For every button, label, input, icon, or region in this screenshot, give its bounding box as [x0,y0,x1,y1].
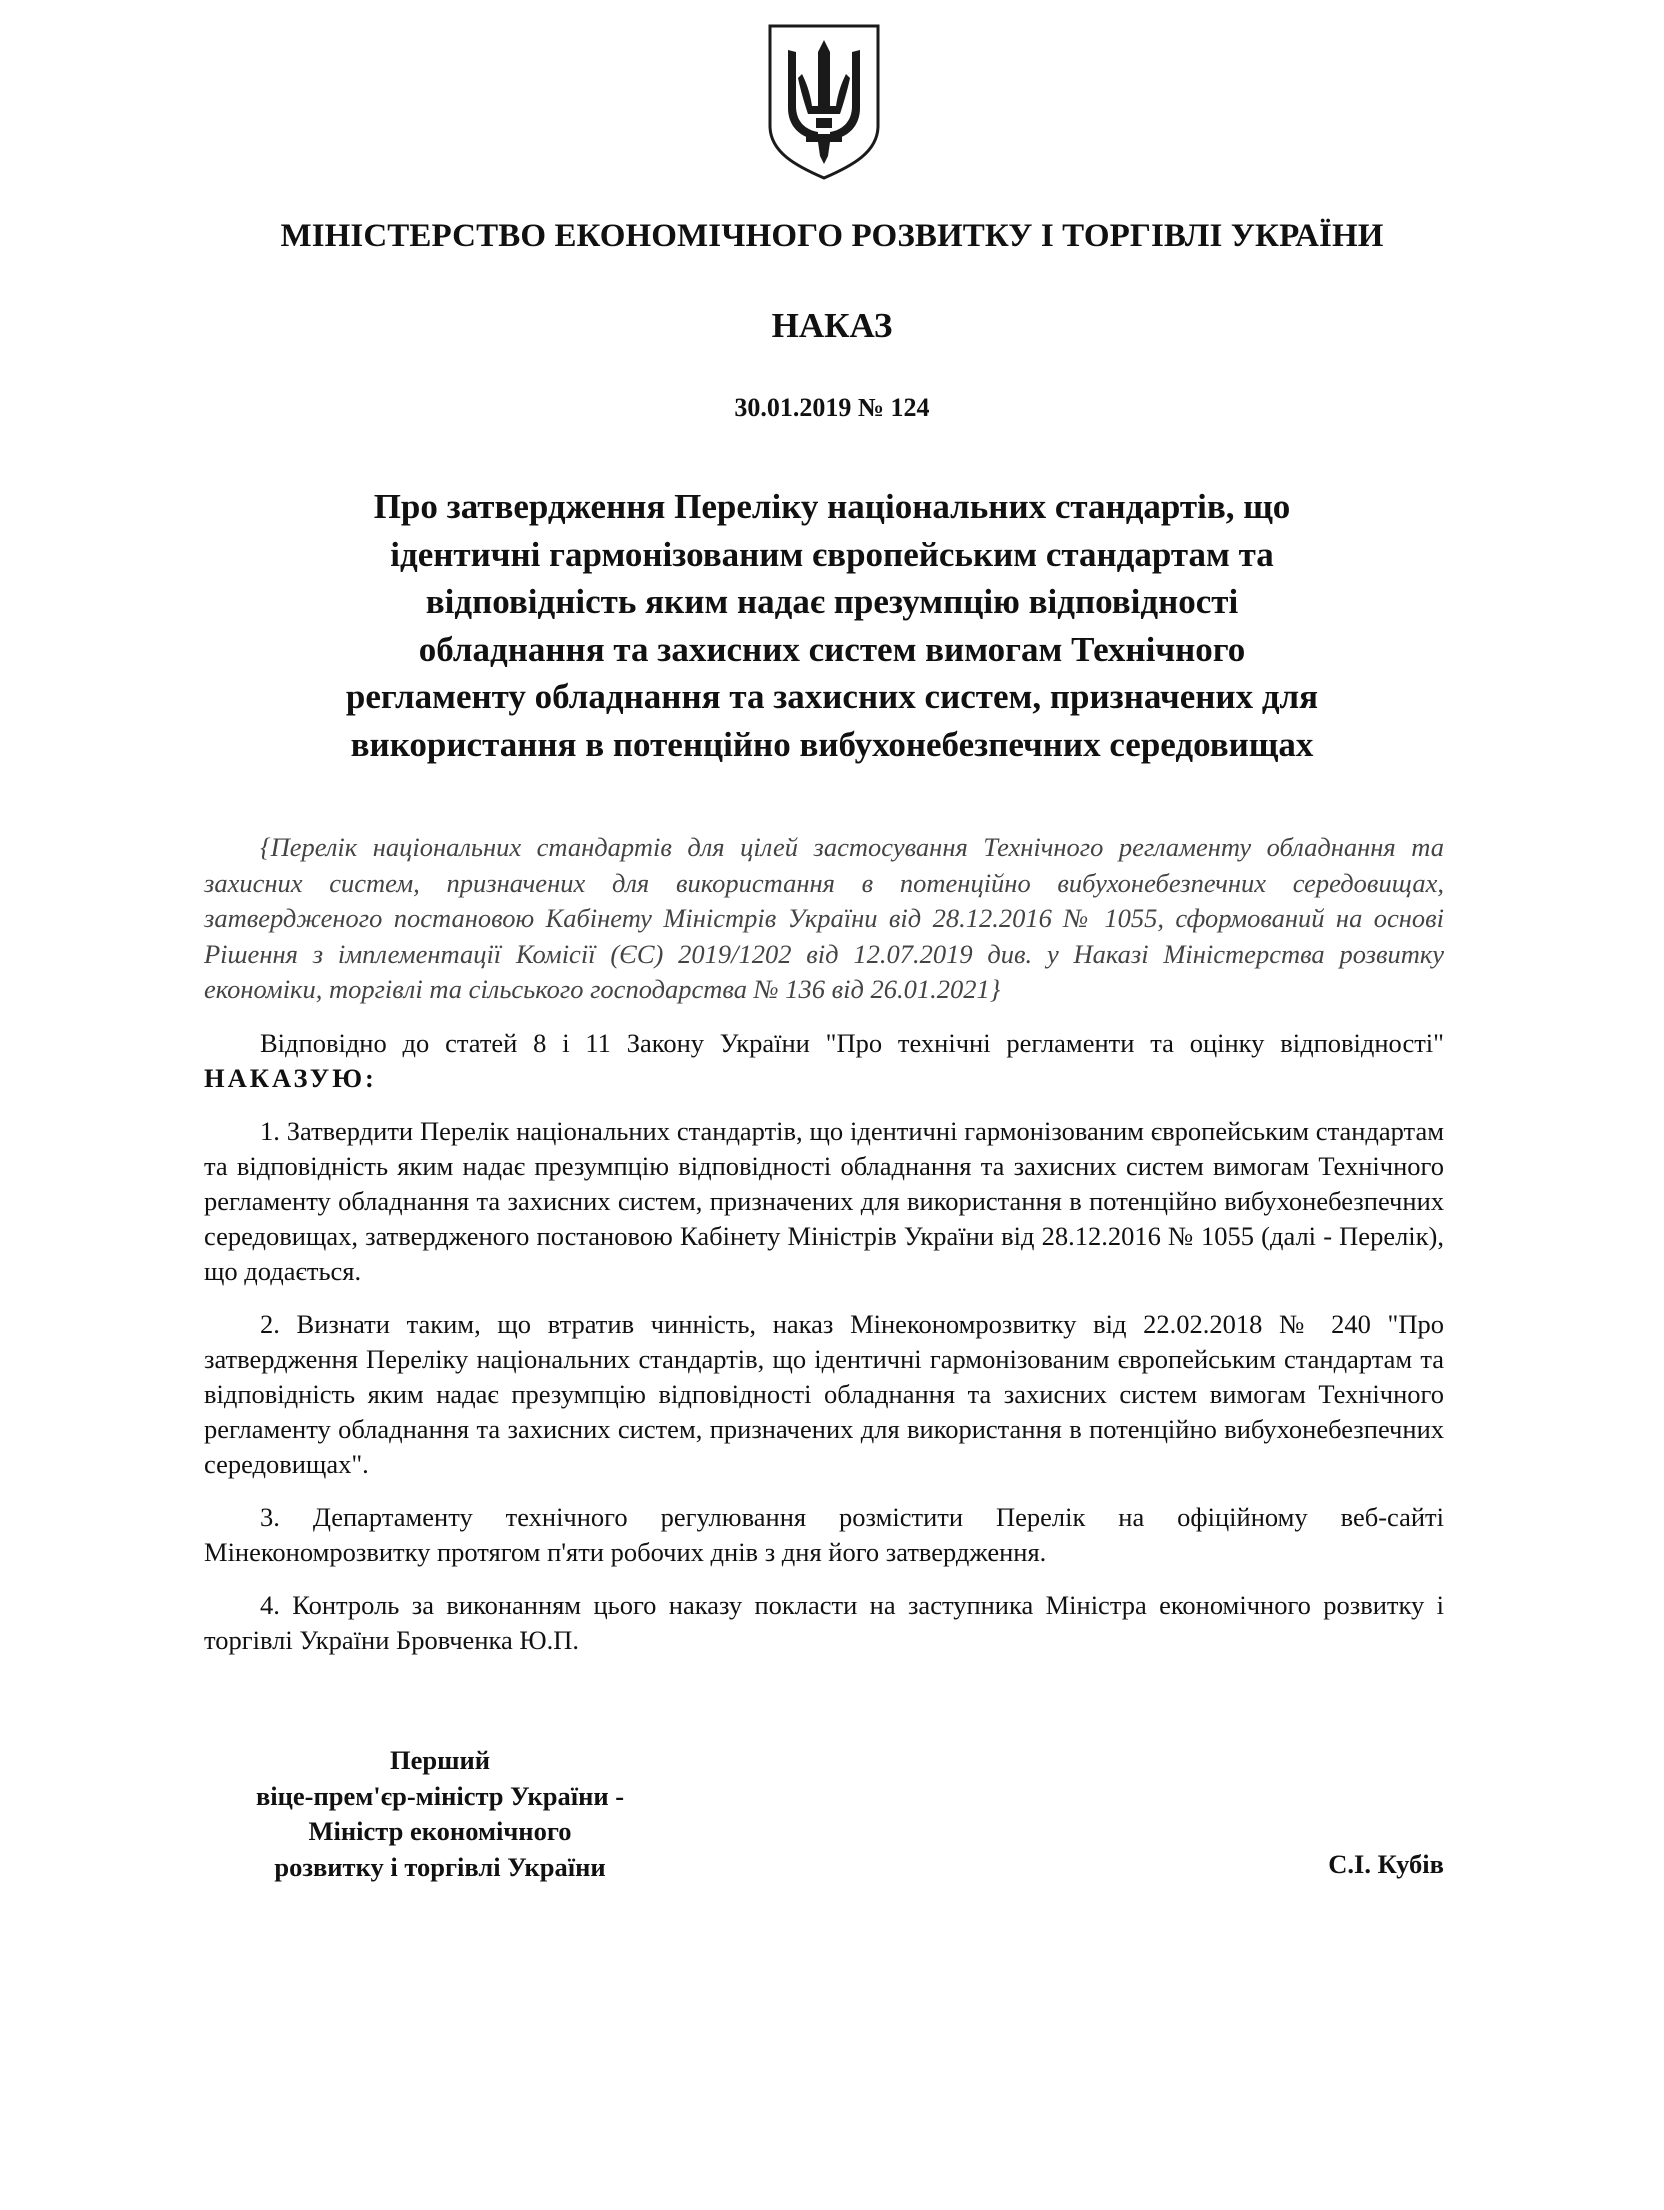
signatory-position-line: Міністр економічного [308,1816,572,1846]
preamble-command: НАКАЗУЮ: [204,1062,377,1093]
subject-line: регламенту обладнання та захисних систем, призначених для [345,677,1319,716]
preamble [204,1026,1444,1096]
signatory-position-line: віце-прем'єр-міністр України - [255,1780,625,1811]
order-title: НАКАЗ [771,306,893,345]
order-item-1: 1. Затвердити Перелік національних стандартів, що ідентичні гармонізованим європейським стандартам та відповідність яким надає презумпцію відповідності обладнання та захисних систем вимогам Технічного регламенту обладнання та захисних систем, призначених для використання в потенційно вибухонебезпечних середовищах, затвердженого постановою Кабінету Міністрів України від 28.12.2016 № 1055 (далі - Перелік), що додається. [204,1115,1444,1286]
signatory-position-line: Перший [389,1745,491,1775]
order-date-number: 30.01.2019 № 124 [734,393,930,422]
subject-line: обладнання та захисних систем вимогам Технічного [418,629,1246,669]
subject-line: відповідність яким надає презумпцію відповідності [425,582,1239,621]
ministry-name: МІНІСТЕРСТВО ЕКОНОМІЧНОГО РОЗВИТКУ І ТОРГІВЛІ УКРАЇНИ [280,218,1384,254]
subject-line: Про затвердження Переліку національних стандартів, що [373,487,1291,526]
order-subject [220,483,1444,768]
subject-line: ідентичні гармонізованим європейським стандартам та [390,534,1274,574]
order-item-2: 2. Визнати таким, що втратив чинність, наказ Мінекономрозвитку від 22.02.2018 № 240 "Про затвердження Переліку національних стандартів, що ідентичні гармонізованим європейським стандартам та відповідність яким надає презумпцію відповідності обладнання та захисних систем вимогам Технічного регламенту обладнання та захисних систем, призначених для використання в потенційно вибухонебезпечних середовищах". [204,1308,1444,1479]
order-item-4: 4. Контроль за виконанням цього наказу покласти на заступника Міністра економічного розвитку і торгівлі України Бровченка Ю.П. [204,1589,1444,1655]
signatory-position-line: розвитку і торгівлі України [274,1851,606,1882]
editorial-note: {Перелік національних стандартів для цілей застосування Технічного регламенту обладнання та захисних систем, призначених для використання в потенційно вибухонебезпечних середовищах, затвердженого постановою Кабінету Міністрів України від 28.12.2016 № 1055, сформований на основі Рішення з імплементації Комісії (ЄС) 2019/1202 від 12.07.2019 див. у Наказі Міністерства розвитку економіки, торгівлі та сільського господарства № 136 від 26.01.2021} [204,832,1444,1004]
order-body [204,830,1444,1658]
signatory-position [220,1743,660,1885]
signatory-name: С.І. Кубів [1328,1849,1444,1879]
subject-line: використання в потенційно вибухонебезпечних середовищах [350,724,1314,764]
preamble-text: Відповідно до статей 8 і 11 Закону України "Про технічні регламенти та оцінку відповідності" [260,1027,1444,1058]
trident-coat-of-arms-icon [766,22,882,182]
order-item-3: 3. Департаменту технічного регулювання розмістити Перелік на офіційному веб-сайті Мінекономрозвитку протягом п'яти робочих днів з дня його затвердження. [204,1501,1444,1567]
